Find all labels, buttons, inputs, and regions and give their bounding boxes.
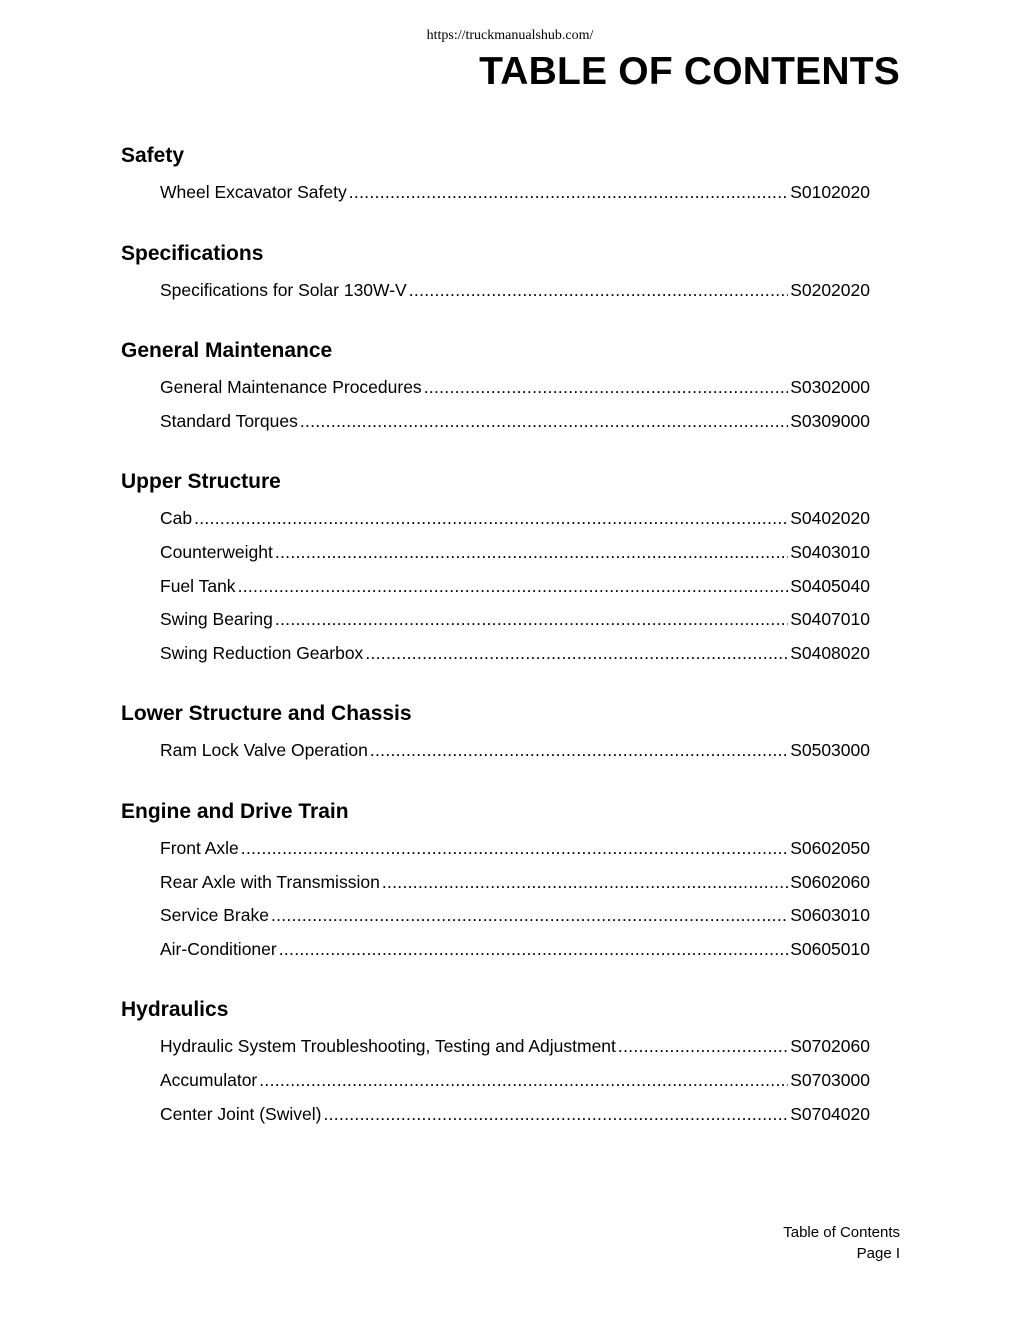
page-number: Page I: [856, 1245, 900, 1262]
footer-label: Table of Contents: [783, 1224, 900, 1241]
entry-code: S0405040: [790, 575, 870, 596]
entry-code: S0602050: [790, 837, 870, 858]
section-entries: [121, 274, 870, 308]
dot-leader: [194, 502, 788, 536]
dot-leader: [275, 536, 788, 570]
entry-code: S0702060: [790, 1036, 870, 1057]
toc-entry[interactable]: [160, 832, 870, 866]
entry-title: Center Joint (Swivel): [160, 1103, 322, 1124]
toc-entry[interactable]: [160, 1098, 870, 1132]
source-url: https://truckmanualshub.com/: [426, 28, 594, 43]
dot-leader: [370, 734, 788, 768]
toc-entry[interactable]: [160, 405, 870, 439]
dot-leader: [275, 603, 788, 637]
dot-leader: [241, 832, 788, 866]
toc-entry[interactable]: [160, 637, 870, 671]
toc-entry[interactable]: [160, 866, 870, 900]
section-heading: Specifications: [121, 241, 264, 265]
entry-code: S0309000: [790, 410, 870, 431]
dot-leader: [238, 570, 789, 604]
section-heading: General Maintenance: [121, 339, 333, 363]
entry-title: Standard Torques: [160, 410, 298, 431]
section-entries: [121, 371, 870, 438]
entry-title: Front Axle: [160, 837, 239, 858]
toc-entry[interactable]: [160, 176, 870, 210]
dot-leader: [365, 637, 788, 671]
dot-leader: [279, 933, 788, 967]
entry-code: S0503000: [790, 740, 870, 761]
entry-title: Cab: [160, 508, 193, 529]
entry-code: S0603010: [790, 905, 870, 926]
entry-code: S0408020: [790, 642, 870, 663]
dot-leader: [349, 176, 788, 210]
toc-entry[interactable]: [160, 734, 870, 768]
page-footer: [783, 1222, 900, 1264]
toc-entry[interactable]: [160, 899, 870, 933]
section-heading: Safety: [121, 144, 185, 167]
entry-title: Hydraulic System Troubleshooting, Testing and Adjustment: [160, 1036, 616, 1057]
toc-section: [121, 798, 870, 966]
dot-leader: [382, 866, 788, 900]
section-heading: Lower Structure and Chassis: [121, 702, 412, 726]
dot-leader: [618, 1030, 788, 1064]
toc-entry[interactable]: [160, 603, 870, 637]
entry-code: S0302000: [790, 377, 870, 398]
entry-title: Fuel Tank: [160, 575, 236, 596]
toc-entry[interactable]: [160, 933, 870, 967]
toc-entry[interactable]: [160, 536, 870, 570]
entry-code: S0703000: [790, 1069, 870, 1090]
table-of-contents: [121, 142, 870, 1161]
entry-code: S0102020: [790, 182, 870, 202]
dot-leader: [424, 371, 789, 405]
toc-section: [121, 240, 870, 308]
toc-section: [121, 996, 870, 1131]
toc-section: [121, 700, 870, 768]
section-entries: [121, 176, 870, 210]
entry-title: Swing Bearing: [160, 609, 273, 630]
entry-code: S0202020: [790, 279, 870, 300]
document-title: TABLE OF CONTENTS: [479, 50, 900, 93]
entry-title: Ram Lock Valve Operation: [160, 740, 368, 761]
entry-title: Counterweight: [160, 541, 273, 562]
dot-leader: [259, 1064, 788, 1098]
section-heading: Upper Structure: [121, 470, 281, 494]
entry-title: Service Brake: [160, 905, 269, 926]
entry-code: S0605010: [790, 938, 870, 959]
section-heading: Hydraulics: [121, 998, 229, 1022]
entry-code: S0704020: [790, 1103, 870, 1124]
toc-entry[interactable]: [160, 274, 870, 308]
section-heading: Engine and Drive Train: [121, 799, 349, 823]
toc-entry[interactable]: [160, 502, 870, 536]
entry-code: S0402020: [790, 508, 870, 529]
entry-title: Accumulator: [160, 1069, 258, 1090]
entry-code: S0403010: [790, 541, 870, 562]
entry-title: Air-Conditioner: [160, 938, 277, 959]
dot-leader: [409, 274, 788, 308]
section-entries: [121, 832, 870, 966]
section-entries: [121, 734, 870, 768]
entry-title: Rear Axle with Transmission: [160, 871, 380, 892]
entry-code: S0602060: [790, 871, 870, 892]
toc-entry[interactable]: [160, 570, 870, 604]
toc-section: [121, 337, 870, 438]
entry-title: Wheel Excavator Safety: [160, 182, 347, 202]
entry-code: S0407010: [790, 609, 870, 630]
dot-leader: [300, 405, 788, 439]
toc-section: [121, 468, 870, 670]
section-entries: [121, 502, 870, 670]
entry-title: Specifications for Solar 130W-V: [160, 279, 407, 300]
entry-title: Swing Reduction Gearbox: [160, 642, 364, 663]
section-entries: [121, 1030, 870, 1131]
entry-title: General Maintenance Procedures: [160, 377, 422, 398]
dot-leader: [271, 899, 788, 933]
toc-entry[interactable]: [160, 1030, 870, 1064]
toc-entry[interactable]: [160, 1064, 870, 1098]
toc-section: [121, 142, 870, 210]
dot-leader: [323, 1098, 788, 1132]
toc-entry[interactable]: [160, 371, 870, 405]
